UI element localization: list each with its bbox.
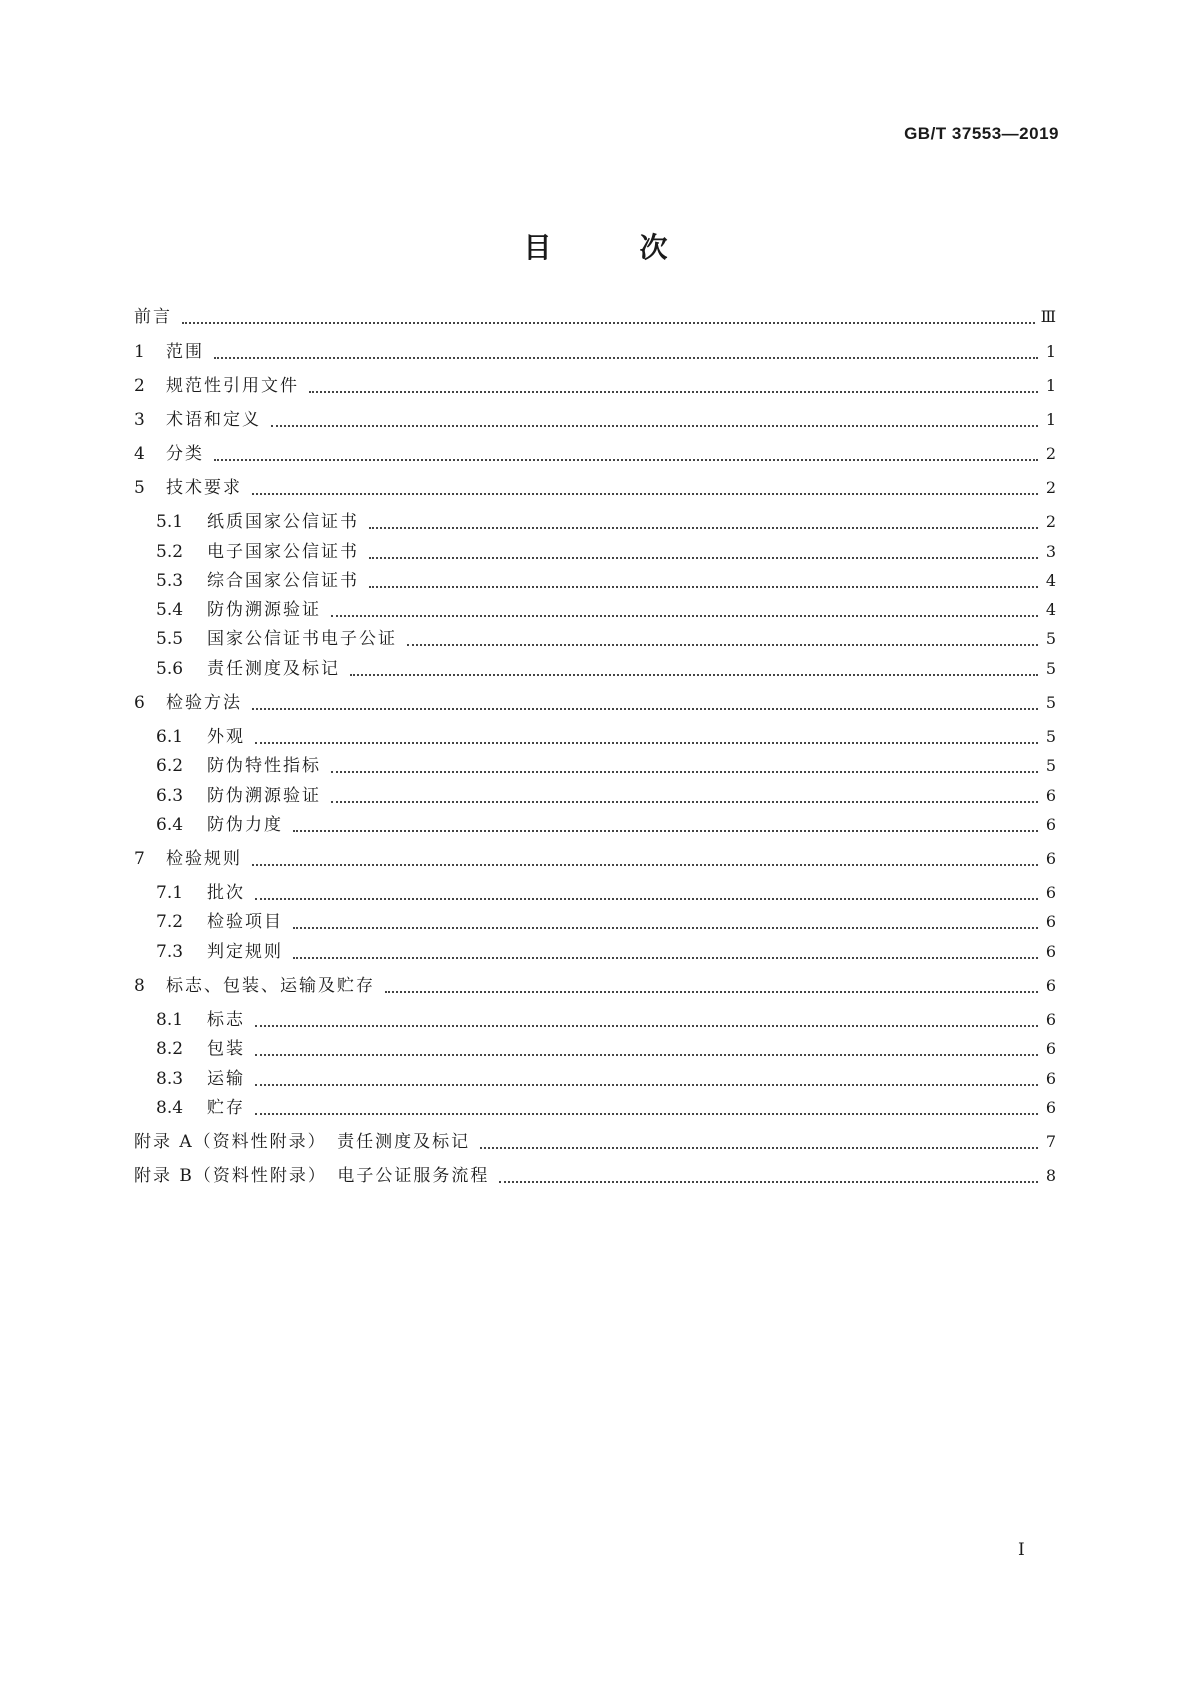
dot-leader [255, 742, 1038, 744]
toc-entry[interactable] [134, 1130, 1056, 1154]
dot-leader [369, 586, 1038, 588]
toc-entry-page: 6 [1045, 815, 1056, 834]
dot-leader [293, 927, 1038, 929]
dot-leader [182, 322, 1035, 324]
toc-entry-page: 5 [1045, 693, 1056, 712]
toc-entry-number: 7 [134, 849, 145, 869]
toc-entry[interactable] [156, 1037, 1056, 1061]
toc-entry-number: 8.4 [156, 1098, 184, 1118]
dot-leader [252, 864, 1038, 866]
toc-entry-number: 6.2 [156, 756, 184, 776]
toc-entry-number: 5.3 [156, 571, 184, 591]
toc-entry-label: 批次 [207, 883, 245, 903]
dot-leader [214, 357, 1038, 359]
toc-entry[interactable] [156, 881, 1056, 905]
dot-leader [271, 425, 1038, 427]
toc-entry[interactable] [156, 510, 1056, 534]
toc-entry-page: 5 [1045, 659, 1056, 678]
toc-entry-page: 6 [1045, 912, 1056, 931]
toc-entry-label: 电子国家公信证书 [207, 542, 359, 562]
toc-entry-label: 前言 [134, 307, 172, 327]
toc-entry[interactable] [134, 476, 1056, 500]
toc-entry-label: 分类 [166, 444, 204, 464]
dot-leader [252, 493, 1038, 495]
toc-entry-page: 5 [1045, 727, 1056, 746]
dot-leader [350, 674, 1038, 676]
toc-entry-page: 3 [1045, 542, 1056, 561]
toc-entry-number: 6.1 [156, 727, 184, 747]
toc-entry-label: 检验规则 [166, 849, 242, 869]
dot-leader [255, 1084, 1038, 1086]
toc-entry-number: 5.6 [156, 659, 184, 679]
toc-entry[interactable] [156, 657, 1056, 681]
toc-entry-label: 判定规则 [207, 942, 283, 962]
dot-leader [331, 615, 1038, 617]
toc-entry-page: 5 [1045, 629, 1056, 648]
toc-entry[interactable] [156, 1096, 1056, 1120]
toc-entry-label: 防伪溯源验证 [207, 600, 321, 620]
toc-entry-page: 6 [1045, 786, 1056, 805]
toc-entry-page: 1 [1045, 376, 1056, 395]
footer-page-number: I [1018, 1540, 1025, 1560]
dot-leader [369, 527, 1038, 529]
toc-entry-label: 综合国家公信证书 [207, 571, 359, 591]
dot-leader [293, 957, 1038, 959]
dot-leader [369, 557, 1038, 559]
toc-entry[interactable] [156, 725, 1056, 749]
toc-entry-number: 5.5 [156, 629, 184, 649]
toc-entry-label: 包装 [207, 1039, 245, 1059]
toc-entry-label: 运输 [207, 1069, 245, 1089]
toc-entry-page: 6 [1045, 942, 1056, 961]
toc-entry-label: 附录 A（资料性附录） 责任测度及标记 [134, 1132, 471, 1152]
dot-leader [293, 830, 1038, 832]
toc-entry-number: 6.3 [156, 786, 184, 806]
toc-entry-number: 7.1 [156, 883, 184, 903]
toc-title-char-1: 目 [523, 231, 552, 264]
toc-entry-label: 纸质国家公信证书 [207, 512, 359, 532]
toc-entry[interactable] [156, 784, 1056, 808]
toc-entry-page: 4 [1045, 600, 1056, 619]
toc-entry-number: 5.1 [156, 512, 184, 532]
toc-entry-page: 2 [1045, 444, 1056, 463]
toc-entry-number: 8.2 [156, 1039, 184, 1059]
toc-entry-number: 1 [134, 342, 145, 362]
toc-entry[interactable] [156, 940, 1056, 964]
toc-entry[interactable] [156, 569, 1056, 593]
toc-entry-label: 规范性引用文件 [166, 376, 299, 396]
toc-entry-page: 6 [1045, 883, 1056, 902]
toc-entry-page: 8 [1045, 1166, 1056, 1185]
dot-leader [309, 391, 1038, 393]
toc-entry-number: 8.3 [156, 1069, 184, 1089]
toc-entry-page: 6 [1045, 1039, 1056, 1058]
dot-leader [407, 644, 1038, 646]
toc-entry-page: 7 [1045, 1132, 1056, 1151]
toc-entry-page: 6 [1045, 1010, 1056, 1029]
toc-entry[interactable] [156, 813, 1056, 837]
toc-entry[interactable] [134, 408, 1056, 432]
dot-leader [255, 1113, 1038, 1115]
toc-entry-number: 8.1 [156, 1010, 184, 1030]
toc-entry-number: 5.2 [156, 542, 184, 562]
toc-entry-number: 4 [134, 444, 145, 464]
toc-entry-label: 标志、包装、运输及贮存 [166, 976, 375, 996]
toc-entry-label: 防伪力度 [207, 815, 283, 835]
toc-entry-label: 检验方法 [166, 693, 242, 713]
toc-entry[interactable] [134, 691, 1056, 715]
toc-entry[interactable] [134, 974, 1056, 998]
toc-entry-label: 外观 [207, 727, 245, 747]
dot-leader [331, 771, 1038, 773]
dot-leader [252, 708, 1038, 710]
toc-entry-page: 4 [1045, 571, 1056, 590]
toc-entry-number: 5.4 [156, 600, 184, 620]
toc-entry-label: 附录 B（资料性附录） 电子公证服务流程 [134, 1166, 490, 1186]
toc-entry-page: 5 [1045, 756, 1056, 775]
toc-entry-page: Ⅲ [1040, 307, 1056, 326]
toc-entry-number: 3 [134, 410, 145, 430]
toc-entry-page: 1 [1045, 410, 1056, 429]
dot-leader [214, 459, 1038, 461]
dot-leader [499, 1181, 1038, 1183]
toc-entry[interactable] [134, 374, 1056, 398]
dot-leader [255, 898, 1038, 900]
toc-title-char-2: 次 [639, 231, 668, 264]
toc-entry-label: 贮存 [207, 1098, 245, 1118]
toc-entry[interactable] [156, 627, 1056, 651]
toc-entry[interactable] [134, 305, 1056, 329]
toc-entry[interactable] [134, 1164, 1056, 1188]
toc-entry-page: 6 [1045, 976, 1056, 995]
toc-entry-number: 6 [134, 693, 145, 713]
toc-entry[interactable] [156, 754, 1056, 778]
toc-entry-page: 2 [1045, 478, 1056, 497]
toc-title [0, 226, 1191, 266]
toc-entry-label: 防伪溯源验证 [207, 786, 321, 806]
toc-entry-page: 1 [1045, 342, 1056, 361]
toc-entry-number: 7.2 [156, 912, 184, 932]
dot-leader [255, 1054, 1038, 1056]
toc-entry[interactable] [134, 340, 1056, 364]
toc-entry-number: 8 [134, 976, 145, 996]
toc-entry-label: 范围 [166, 342, 204, 362]
toc-entry[interactable] [156, 598, 1056, 622]
toc-entry[interactable] [156, 1067, 1056, 1091]
dot-leader [385, 991, 1038, 993]
standard-code: GB/T 37553—2019 [904, 124, 1059, 143]
toc-entry[interactable] [156, 910, 1056, 934]
toc-entry-number: 2 [134, 376, 145, 396]
toc-entry-label: 责任测度及标记 [207, 659, 340, 679]
toc-entry[interactable] [156, 540, 1056, 564]
toc-entry-number: 7.3 [156, 942, 184, 962]
dot-leader [331, 801, 1038, 803]
toc-entry-label: 标志 [207, 1010, 245, 1030]
toc-entry[interactable] [134, 442, 1056, 466]
toc-entry[interactable] [156, 1008, 1056, 1032]
toc-entry-page: 6 [1045, 1098, 1056, 1117]
toc-entry[interactable] [134, 847, 1056, 871]
toc-entry-page: 2 [1045, 512, 1056, 531]
toc-entry-label: 国家公信证书电子公证 [207, 629, 397, 649]
dot-leader [480, 1147, 1038, 1149]
toc-entry-number: 5 [134, 478, 145, 498]
toc-entry-page: 6 [1045, 1069, 1056, 1088]
toc-entry-label: 术语和定义 [166, 410, 261, 430]
dot-leader [255, 1025, 1038, 1027]
toc-entry-label: 防伪特性指标 [207, 756, 321, 776]
toc-entry-label: 技术要求 [166, 478, 242, 498]
toc-entry-number: 6.4 [156, 815, 184, 835]
toc-entry-page: 6 [1045, 849, 1056, 868]
toc-entry-label: 检验项目 [207, 912, 283, 932]
